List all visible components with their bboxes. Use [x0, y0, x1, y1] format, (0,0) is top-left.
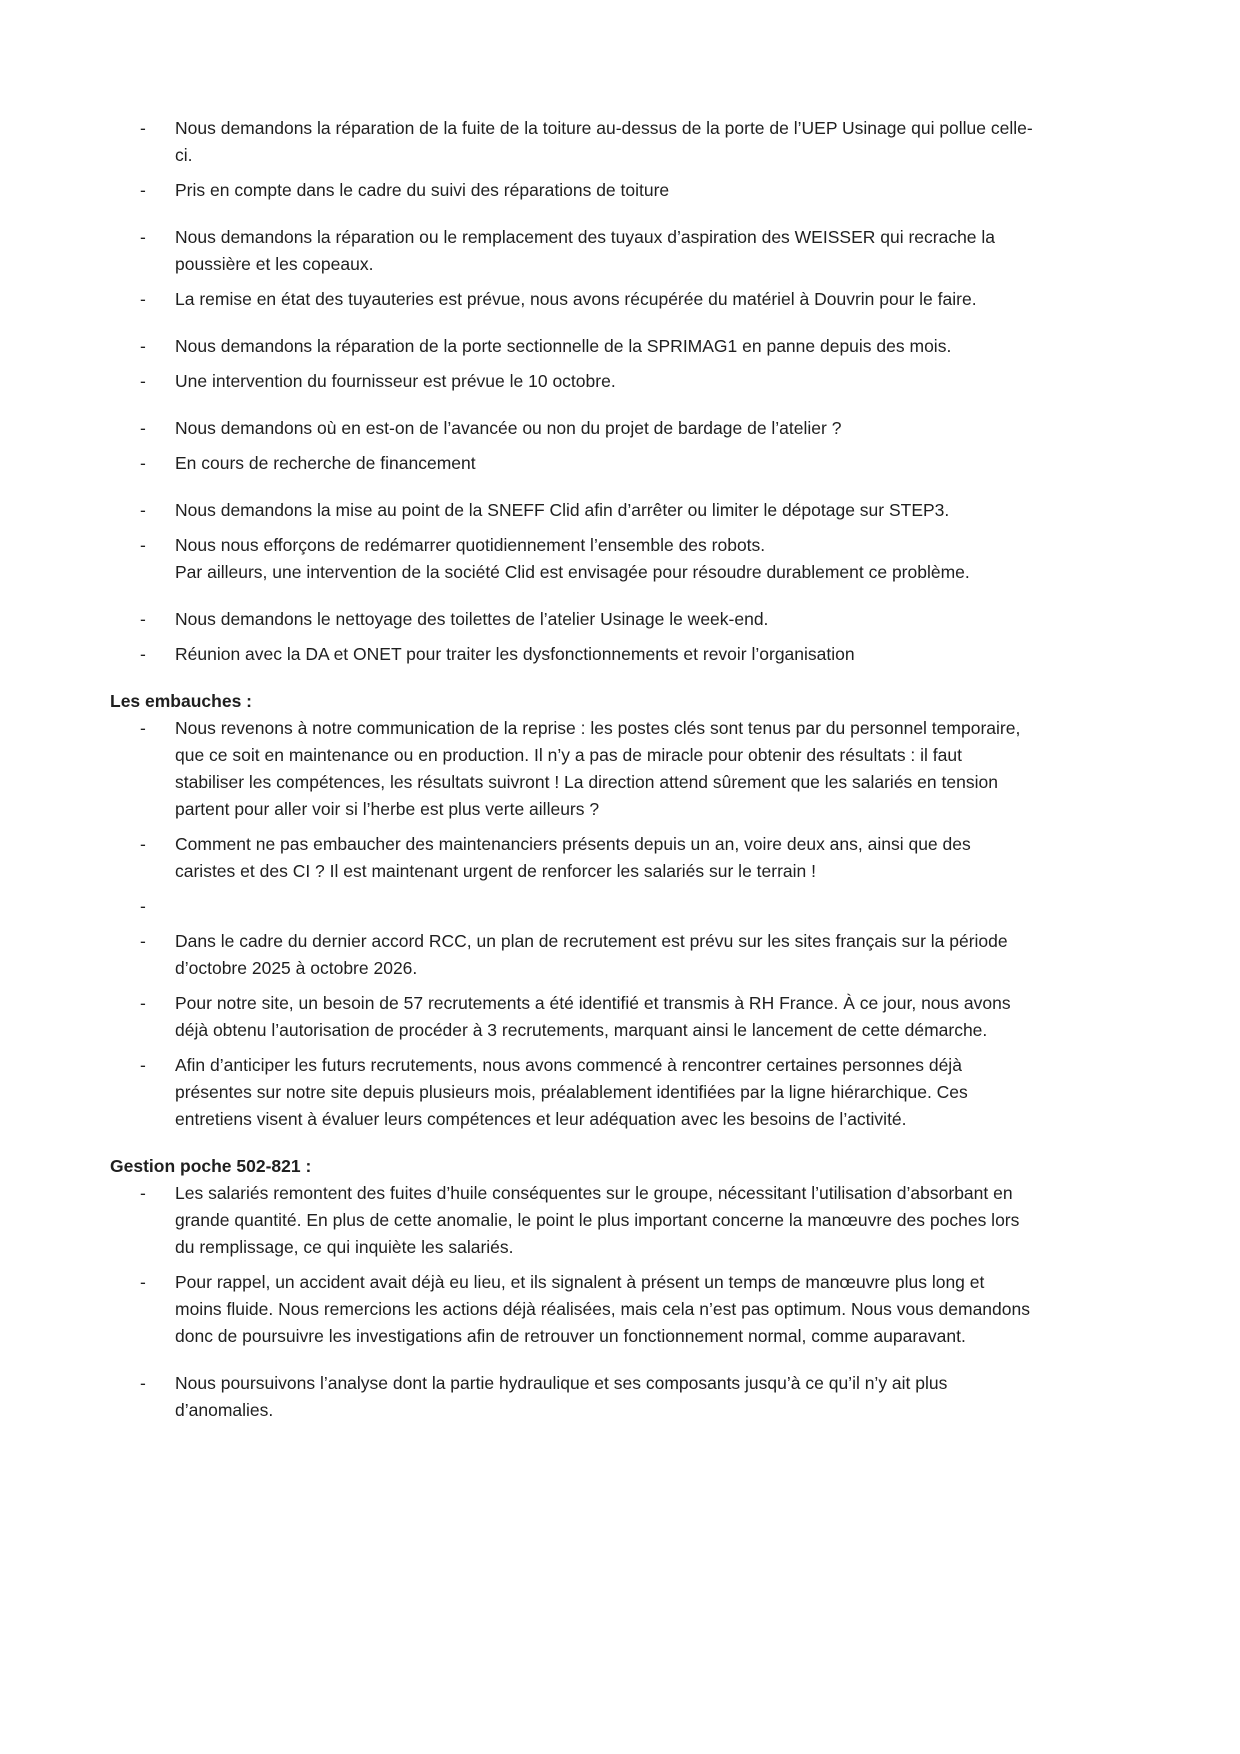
bullet-text	[175, 928, 1035, 982]
bullet-item	[140, 641, 1035, 668]
bullet-item	[140, 497, 1035, 524]
bullet-text	[175, 893, 1035, 920]
paragraph: Réunion avec la DA et ONET pour traiter les dysfonctionnements et revoir l’organisation	[175, 644, 855, 664]
paragraph: Les salariés remontent des fuites d’huile conséquentes sur le groupe, nécessitant l’utilisation d’absorbant en grande quantité. En plus de cette anomalie, le point le plus important concerne la manœuvre des poches lors du remplissage, ce qui inquiète les salariés.	[175, 1183, 1025, 1257]
paragraph: Nous demandons la réparation de la porte sectionnelle de la SPRIMAG1 en panne depuis des mois.	[175, 336, 952, 356]
bullet-dash: -	[140, 500, 146, 520]
bullet-text	[175, 368, 1035, 395]
bullet-item	[140, 115, 1035, 169]
paragraph-gap	[110, 1358, 1035, 1370]
paragraph: En cours de recherche de financement	[175, 453, 476, 473]
paragraph	[175, 893, 1035, 920]
bullet-dash: -	[140, 993, 146, 1013]
bullet-text	[175, 831, 1035, 885]
paragraph-gap	[110, 212, 1035, 224]
bullet-item	[140, 532, 1035, 586]
bullet-item	[140, 286, 1035, 313]
bullet-text	[175, 224, 1035, 278]
bullet-text	[175, 115, 1035, 169]
paragraph: Nous demandons la mise au point de la SNEFF Clid afin d’arrêter ou limiter le dépotage sur STEP3.	[175, 500, 950, 520]
bullet-text	[175, 641, 1035, 668]
bullet-dash: -	[140, 336, 146, 356]
bullet-text	[175, 532, 1035, 586]
paragraph: Par ailleurs, une intervention de la société Clid est envisagée pour résoudre durablement ce problème.	[175, 562, 970, 582]
paragraph-gap	[110, 485, 1035, 497]
bullet-dash: -	[140, 1183, 146, 1203]
bullet-dash: -	[140, 609, 146, 629]
bullet-item	[140, 368, 1035, 395]
section-heading: Gestion poche 502-821 :	[110, 1156, 312, 1176]
bullet-item	[140, 450, 1035, 477]
paragraph: Pour rappel, un accident avait déjà eu lieu, et ils signalent à présent un temps de manœuvre plus long et moins fluide. Nous remercions les actions déjà réalisées, mais cela n’est pas optimum. Nous vous demandons donc de poursuivre les investigations afin de retrouver un fonctionnement normal, comme auparavant.	[175, 1272, 1035, 1346]
paragraph-gap	[110, 1141, 1035, 1153]
paragraph: Nous nous efforçons de redémarrer quotidiennement l’ensemble des robots.	[175, 535, 766, 555]
bullet-dash: -	[140, 371, 146, 391]
bullet-dash: -	[140, 453, 146, 473]
paragraph-gap	[110, 403, 1035, 415]
paragraph-gap	[110, 676, 1035, 688]
bullet-item	[140, 990, 1035, 1044]
paragraph: Nous demandons où en est-on de l’avancée ou non du projet de bardage de l’atelier ?	[175, 418, 842, 438]
bullet-item	[140, 928, 1035, 982]
bullet-dash: -	[140, 227, 146, 247]
paragraph-gap	[110, 594, 1035, 606]
bullet-item	[140, 1269, 1035, 1350]
bullet-text	[175, 606, 1035, 633]
bullet-text	[175, 990, 1035, 1044]
bullet-text	[175, 497, 1035, 524]
paragraph-gap	[110, 321, 1035, 333]
bullet-text	[175, 1052, 1035, 1133]
bullet-dash: -	[140, 1272, 146, 1292]
paragraph: Nous revenons à notre communication de la reprise : les postes clés sont tenus par du personnel temporaire, que ce soit en maintenance ou en production. Il n’y a pas de miracle pour obtenir des résultats : il faut stabiliser les compétences, les résultats suivront ! La direction attend sûrement que les salariés en tension partent pour aller voir si l’herbe est plus verte ailleurs ?	[175, 718, 1026, 819]
bullet-text	[175, 1370, 1035, 1424]
bullet-item	[140, 715, 1035, 823]
bullet-text	[175, 333, 1035, 360]
paragraph: Nous demandons la réparation ou le remplacement des tuyaux d’aspiration des WEISSER qui recrache la poussière et les copeaux.	[175, 227, 1000, 274]
bullet-text	[175, 1180, 1035, 1261]
bullet-item	[140, 177, 1035, 204]
paragraph: Pris en compte dans le cadre du suivi des réparations de toiture	[175, 180, 670, 200]
bullet-item	[140, 893, 1035, 920]
bullet-dash: -	[140, 180, 146, 200]
bullet-text	[175, 715, 1035, 823]
paragraph: Afin d’anticiper les futurs recrutements, nous avons commencé à rencontrer certaines personnes déjà présentes sur notre site depuis plusieurs mois, préalablement identifiées par la ligne hiérarchique. Ces entretiens visent à évaluer leurs compétences et leur adéquation avec les besoins de l’activité.	[175, 1055, 973, 1129]
paragraph: La remise en état des tuyauteries est prévue, nous avons récupérée du matériel à Douvrin pour le faire.	[175, 289, 977, 309]
bullet-dash: -	[140, 1373, 146, 1393]
paragraph: Comment ne pas embaucher des maintenanciers présents depuis un an, voire deux ans, ainsi que des caristes et des CI ? Il est maintenant urgent de renforcer les salariés sur le terrain !	[175, 834, 976, 881]
bullet-item	[140, 606, 1035, 633]
bullet-dash: -	[140, 1055, 146, 1075]
paragraph: Nous poursuivons l’analyse dont la partie hydraulique et ses composants jusqu’à ce qu’il n’y ait plus d’anomalies.	[175, 1373, 953, 1420]
bullet-item	[140, 415, 1035, 442]
bullet-item	[140, 224, 1035, 278]
bullet-text	[175, 177, 1035, 204]
bullet-dash: -	[140, 644, 146, 664]
bullet-item	[140, 831, 1035, 885]
bullet-item	[140, 1180, 1035, 1261]
paragraph: Dans le cadre du dernier accord RCC, un plan de recrutement est prévu sur les sites français sur la période d’octobre 2025 à octobre 2026.	[175, 931, 1013, 978]
bullet-item	[140, 1052, 1035, 1133]
bullet-text	[175, 286, 1035, 313]
paragraph: Pour notre site, un besoin de 57 recrutements a été identifié et transmis à RH France. À ce jour, nous avons déjà obtenu l’autorisation de procéder à 3 recrutements, marquant ainsi le lancement de cette démarche.	[175, 993, 1016, 1040]
bullet-dash: -	[140, 418, 146, 438]
bullet-item	[140, 1370, 1035, 1424]
paragraph: Nous demandons la réparation de la fuite de la toiture au-dessus de la porte de l’UEP Usinage qui pollue celle-ci.	[175, 118, 1033, 165]
bullet-dash: -	[140, 535, 146, 555]
paragraph: Nous demandons le nettoyage des toilettes de l’atelier Usinage le week-end.	[175, 609, 769, 629]
bullet-text	[175, 1269, 1035, 1350]
bullet-dash: -	[140, 118, 146, 138]
bullet-dash: -	[140, 834, 146, 854]
paragraph: Une intervention du fournisseur est prévue le 10 octobre.	[175, 371, 616, 391]
bullet-text	[175, 450, 1035, 477]
section-heading: Les embauches :	[110, 691, 252, 711]
bullet-dash: -	[140, 896, 146, 916]
bullet-dash: -	[140, 718, 146, 738]
document-content	[110, 115, 1035, 1424]
bullet-dash: -	[140, 931, 146, 951]
bullet-text	[175, 415, 1035, 442]
bullet-item	[140, 333, 1035, 360]
bullet-dash: -	[140, 289, 146, 309]
